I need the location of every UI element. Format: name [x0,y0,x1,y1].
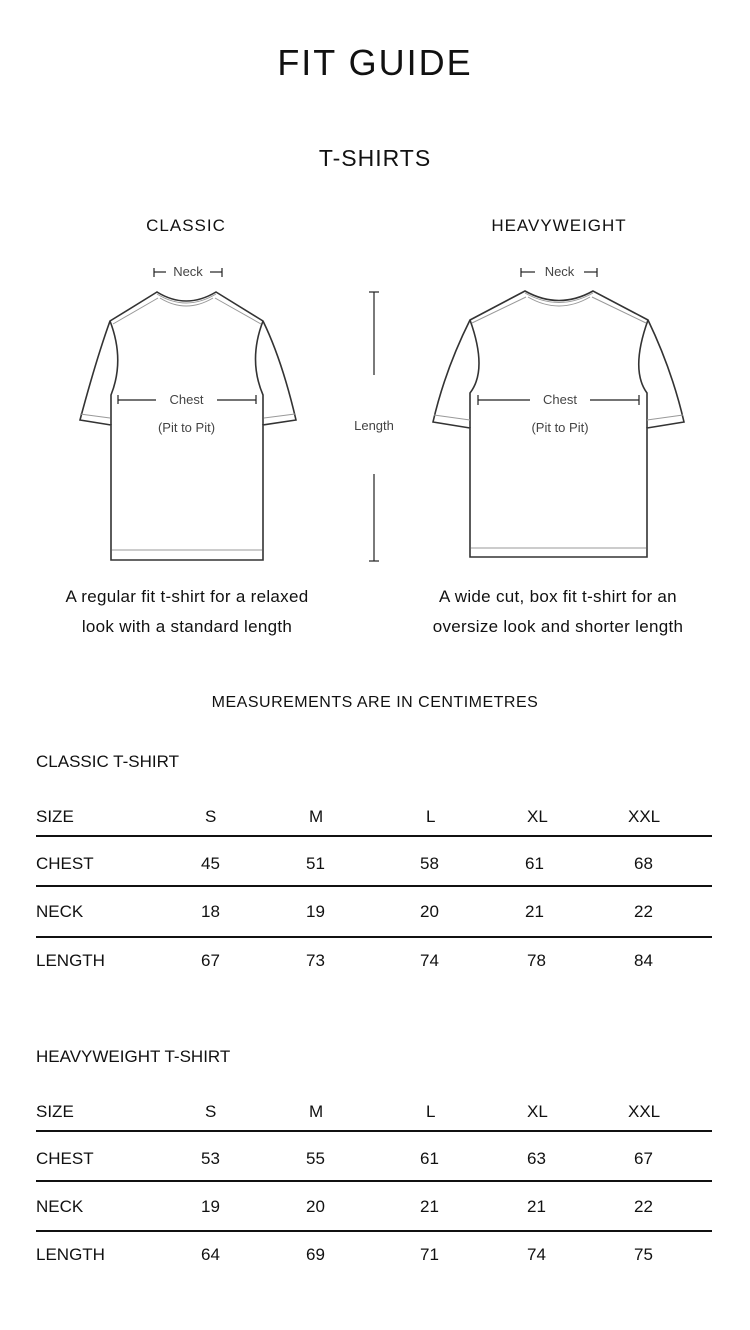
heavyweight-chest-note: (Pit to Pit) [531,420,589,435]
classic-neck-label: Neck [173,264,203,279]
header-cell: SIZE [36,807,74,826]
table-row [36,949,712,997]
table-cell: 58 [420,854,439,873]
header-cell: S [205,1102,217,1121]
table-cell: 20 [306,1197,325,1216]
table-cell: 21 [527,1197,546,1216]
table-cell: 45 [201,854,220,873]
table-row [36,852,712,900]
table-cell: 21 [525,902,544,921]
table-cell: 71 [420,1245,439,1264]
classic-table-title: CLASSIC T-SHIRT [36,752,179,771]
fit-label-classic: CLASSIC [146,216,226,235]
table-cell: 22 [634,1197,653,1216]
classic-chest-label: Chest [169,392,204,407]
table-cell: 21 [420,1197,439,1216]
divider [36,1180,712,1182]
page-title: FIT GUIDE [277,42,473,83]
units-note: MEASUREMENTS ARE IN CENTIMETRES [211,694,539,711]
header-cell: S [205,807,217,826]
table-cell: 22 [634,902,653,921]
heavyweight-description-line2: oversize look and shorter length [432,617,684,636]
table-cell: 61 [525,854,544,873]
header-cell: M [309,807,324,826]
heavyweight-table-title: HEAVYWEIGHT T-SHIRT [36,1047,231,1066]
table-cell: 67 [201,951,220,970]
table-cell: 61 [420,1149,439,1168]
row-label: NECK [36,902,84,921]
fit-label-heavyweight: HEAVYWEIGHT [491,216,627,235]
table-cell: 74 [527,1245,546,1264]
row-label: CHEST [36,1149,94,1168]
classic-chest-note: (Pit to Pit) [157,420,216,435]
divider [36,936,712,938]
header-cell: XL [527,1102,548,1121]
divider [36,1130,712,1132]
table-cell: 20 [420,902,439,921]
divider [36,835,712,837]
table-cell: 51 [306,854,325,873]
header-cell: XXL [628,807,661,826]
header-cell: XXL [628,1102,661,1121]
classic-tshirt-diagram [0,0,750,600]
table-cell: 18 [201,902,220,921]
table-row [36,1195,712,1243]
section-title: T-SHIRTS [318,145,432,171]
table-cell: 55 [306,1149,325,1168]
heavyweight-description-line1: A wide cut, box fit t-shirt for an [439,587,677,606]
header-cell: L [426,807,436,826]
table-header-row [36,805,712,853]
table-row [36,1243,712,1291]
divider [36,1230,712,1232]
heavyweight-neck-label: Neck [544,264,575,279]
table-cell: 84 [634,951,653,970]
table-cell: 68 [634,854,653,873]
heavyweight-chest-label: Chest [543,392,577,407]
table-cell: 19 [201,1197,220,1216]
table-cell: 53 [201,1149,220,1168]
row-label: LENGTH [36,1245,105,1264]
table-row [36,1147,712,1195]
table-cell: 75 [634,1245,653,1264]
table-cell: 67 [634,1149,653,1168]
table-cell: 74 [420,951,439,970]
row-label: CHEST [36,854,94,873]
classic-description-line1: A regular fit t-shirt for a relaxed [65,587,309,606]
length-label: Length [354,418,394,433]
row-label: NECK [36,1197,84,1216]
header-cell: SIZE [36,1102,74,1121]
heavyweight-description [398,582,718,642]
table-row [36,900,712,948]
classic-description-line2: look with a standard length [81,617,293,636]
header-cell: XL [527,807,548,826]
header-cell: M [309,1102,324,1121]
table-header-row [36,1100,712,1148]
divider [36,885,712,887]
header-cell: L [426,1102,436,1121]
table-cell: 64 [201,1245,220,1264]
row-label: LENGTH [36,951,105,970]
table-cell: 73 [306,951,325,970]
table-cell: 69 [306,1245,325,1264]
table-cell: 78 [527,951,546,970]
table-cell: 63 [527,1149,546,1168]
table-cell: 19 [306,902,325,921]
classic-description [27,582,347,642]
